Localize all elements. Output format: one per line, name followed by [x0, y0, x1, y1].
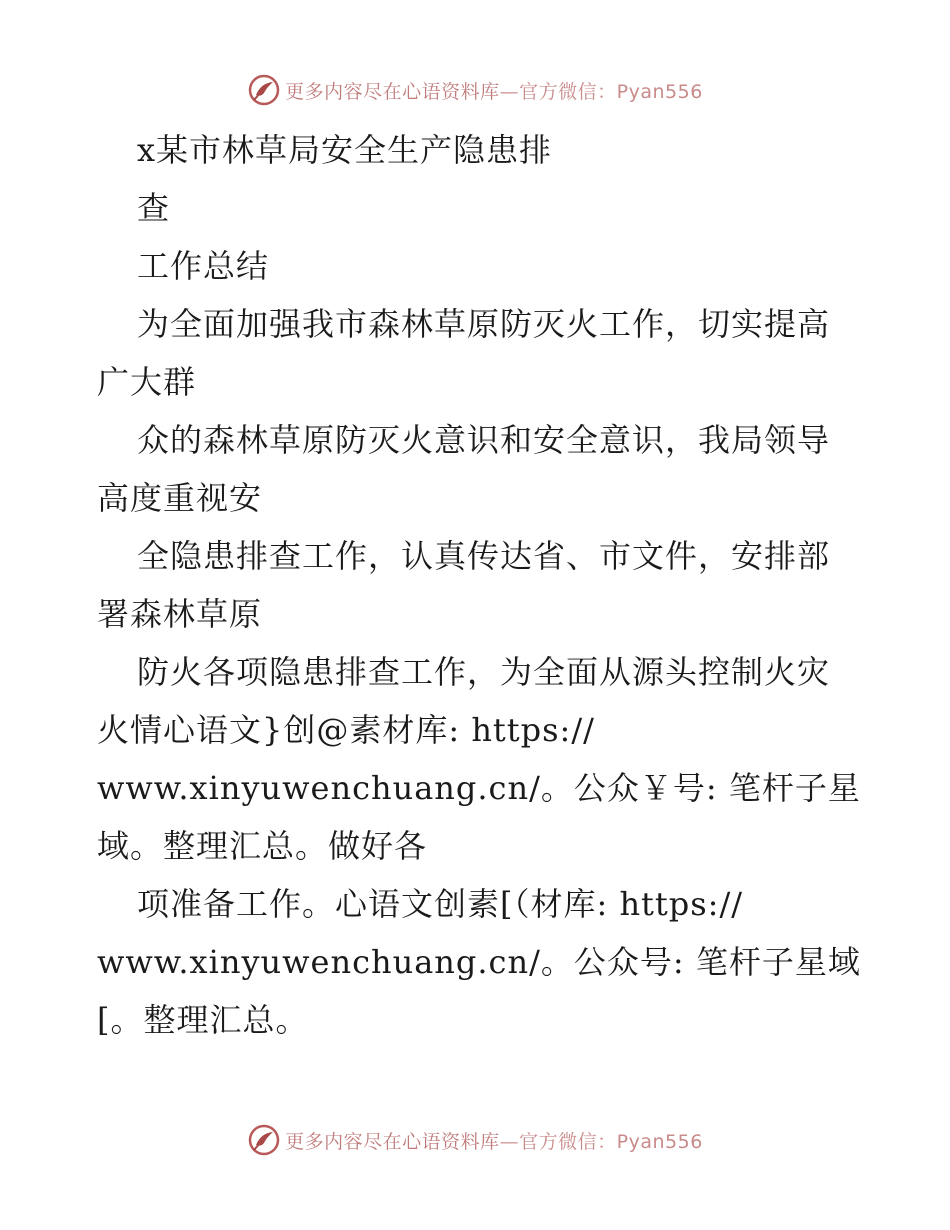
document-line: www.xinyuwenchuang.cn/。公众￥号: 笔杆子星 [97, 769, 861, 807]
document-line: 防火各项隐患排查工作，为全面从源头控制火灾 [137, 653, 831, 691]
header-banner-wechat: 官方微信：Pyan556 [519, 80, 703, 103]
header-banner-main: 更多内容尽在心语资料库 [285, 80, 500, 103]
footer-banner-separator: — [499, 1130, 520, 1153]
footer-banner [0, 1120, 950, 1160]
document-line: 全隐患排查工作，认真传达省、市文件，安排部 [137, 537, 831, 575]
logo-icon [247, 1123, 281, 1157]
document-line: 高度重视安 [97, 479, 263, 517]
footer-banner-main: 更多内容尽在心语资料库 [285, 1130, 500, 1153]
document-line: [。整理汇总。 [97, 1001, 309, 1039]
document-line: x某市林草局安全生产隐患排 [137, 131, 553, 169]
document-line: 署森林草原 [97, 595, 263, 633]
header-banner-separator: — [499, 80, 520, 103]
document-line: 众的森林草原防灭火意识和安全意识，我局领导 [137, 421, 831, 459]
document-line: 查 [137, 189, 171, 227]
document-line: 项准备工作。心语文创素[（材库: https:// [137, 885, 744, 923]
footer-banner-text [285, 1127, 703, 1154]
document-line: 工作总结 [137, 247, 270, 285]
document-line: 为全面加强我市森林草原防灭火工作，切实提高 [137, 305, 831, 343]
header-banner [0, 70, 950, 110]
header-banner-text [285, 77, 703, 104]
document-body [97, 121, 861, 1049]
footer-banner-wechat: 官方微信：Pyan556 [519, 1130, 703, 1153]
document-line: 广大群 [97, 363, 197, 401]
document-line: 火情心语文}创@素材库: https:// [97, 711, 595, 749]
document-line: www.xinyuwenchuang.cn/。公众号: 笔杆子星域 [97, 943, 861, 981]
logo-icon [247, 73, 281, 107]
document-line: 域。整理汇总。做好各 [97, 827, 428, 865]
